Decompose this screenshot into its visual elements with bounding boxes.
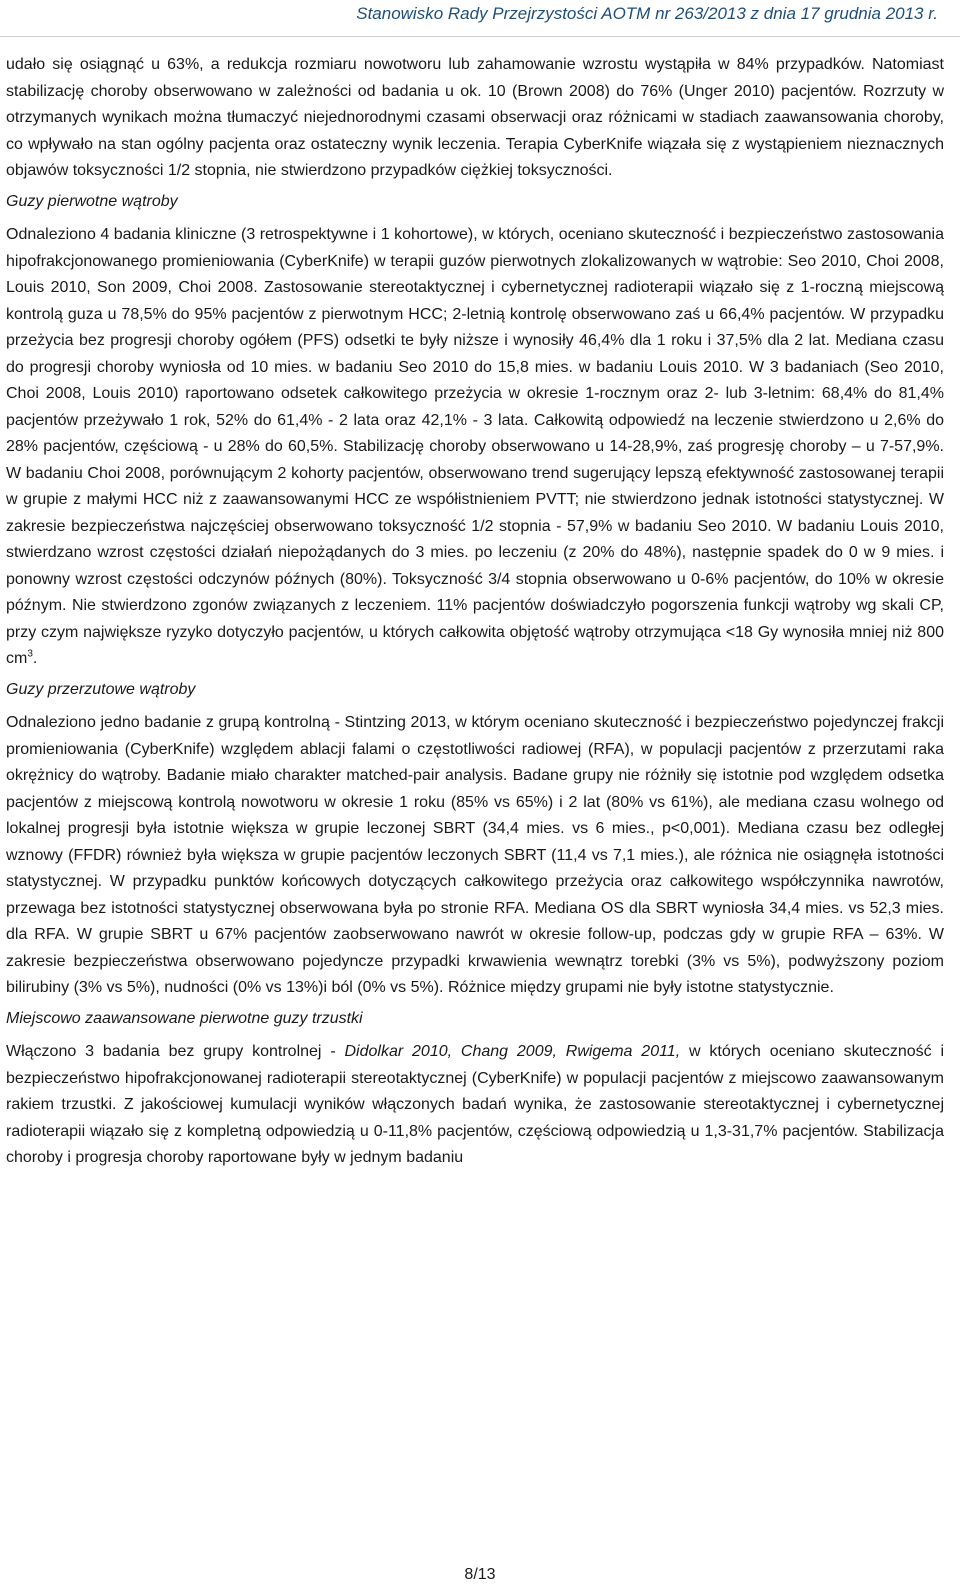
study-references: Didolkar 2010, Chang 2009, Rwigema 2011, [344, 1043, 681, 1060]
section-heading-pancreatic-tumors: Miejscowo zaawansowane pierwotne guzy trzustki [6, 1009, 363, 1027]
paragraph-text: w których oceniano skuteczność i bezpieczeństwo hipofrakcjonowanej radioterapii stereotaktycznej (CyberKnife) w populacji pacjentów z miejscowo zaawansowanym rakiem trzustki. Z jakościowej kumulacji wyników włączonych badań wynika, że zastosowanie stereotaktycznej i cybernetycznej radioterapii wiązało się z kompletną odpowiedzią u 0-11,8% pacjentów, częściową odpowiedzią u 1,3-31,7% pacjentów. Stabilizacja choroby i progresja choroby raportowane były w jednym badaniu [6, 1043, 945, 1166]
header-divider [0, 36, 960, 37]
paragraph-end: . [32, 650, 38, 667]
section-heading-primary-liver-tumors: Guzy pierwotne wątroby [6, 192, 178, 210]
page-number: 8/13 [464, 1566, 496, 1583]
paragraph-text: Włączono 3 badania bez grupy kontrolnej - [6, 1043, 345, 1060]
section-heading-metastatic-liver-tumors: Guzy przerzutowe wątroby [6, 680, 196, 698]
paragraph-metastatic-liver-tumors: Odnaleziono jedno badanie z grupą kontrolną - Stintzing 2013, w którym oceniano skuteczność i bezpieczeństwo pojedynczej frakcji promieniowania (CyberKnife) względem ablacji falami o częstotliwości radiowej (RFA), w populacji pacjentów z przerzutami raka okrężnicy do wątroby. Badanie miało charakter matched-pair analysis. Badane grupy nie różniły się istotnie pod względem odsetka pacjentów z miejscową kontrolą nowotworu w okresie 1 roku (85% vs 65%) i 2 lat (80% vs 61%), ale mediana czasu wolnego od lokalnej progresji była istotnie większa w grupie leczonej SBRT (34,4 mies. vs 6 mies., p<0,001). Mediana czasu bez odległej wznowy (FFDR) również była większa w grupie pacjentów leczonych SBRT (11,4 vs 7,1 mies.), ale różnica nie osiągnęła istotności statystycznej. W przypadku punktów końcowych dotyczących całkowitego przeżycia oraz całkowitego współczynnika nawrotów, przewaga bez istotności statystycznej obserwowana była po stronie RFA. Mediana OS dla SBRT wyniosła 34,4 mies. vs 52,3 mies. dla RFA. W grupie SBRT u 67% pacjentów zaobserwowano nawrót w okresie follow-up, podczas gdy w grupie RFA – 63%. W zakresie bezpieczeństwa obserwowano pojedyncze przypadki krwawienia wewnątrz torebki (3% vs 5%), podwyższony poziom bilirubiny (3% vs 5%), nudności (0% vs 13%)i ból (0% vs 5%). Różnice między grupami nie były istotne statystycznie. [6, 714, 944, 996]
paragraph-pancreatic-tumors [6, 1039, 944, 1172]
paragraph-text: Odnaleziono 4 badania kliniczne (3 retrospektywne i 1 kohortowe), w których, oceniano skuteczność i bezpieczeństwo zastosowania hipofrakcjonowanego promieniowania (CyberKnife) w terapii guzów pierwotnych zlokalizowanych w wątrobie: Seo 2010, Choi 2008, Louis 2010, Son 2009, Choi 2008. Zastosowanie stereotaktycznej i cybernetycznej radioterapii wiązało się z 1-roczną miejscową kontrolą guza u 78,5% do 95% pacjentów z pierwotnym HCC; 2-letnią kontrolę obserwowano zaś u 66,4% pacjentów. W przypadku przeżycia bez progresji choroby ogółem (PFS) odsetki te były niższe i wynosiły 46,4% dla 1 roku i 37,5% dla 2 lat. Mediana czasu do progresji choroby wyniosła od 10 mies. w badaniu Seo 2010 do 15,8 mies. w badaniu Louis 2010. W 3 badaniach (Seo 2010, Choi 2008, Louis 2010) raportowano odsetek całkowitego przeżycia w okresie 1-rocznym oraz 2- lub 3-letnim: 68,4% do 81,4% pacjentów przeżywało 1 rok, 52% do 61,4% - 2 lata oraz 42,1% - 3 lata. Całkowitą odpowiedź na leczenie stwierdzono u 2,6% do 28% pacjentów, częściową - u 28% do 60,5%. Stabilizację choroby obserwowano u 14-28,9%, zaś progresję choroby – u 7-57,9%. W badaniu Choi 2008, porównującym 2 kohorty pacjentów, obserwowano trend sugerujący lepszą efektywność zastosowanej terapii w grupie z małymi HCC niż z zaawansowanymi HCC ze współistnieniem PVTT; nie stwierdzono jednak istotności statystycznej. W zakresie bezpieczeństwa najczęściej obserwowano toksyczność 1/2 stopnia - 57,9% w badaniu Seo 2010. W badaniu Louis 2010, stwierdzano wzrost częstości działań niepożądanych do 3 mies. po leczeniu (z 20% do 48%), następnie spadek do 0 w 9 mies. i ponowny wzrost częstości odczynów późnych (80%). Toksyczność 3/4 stopnia obserwowano u 0-6% pacjentów, do 10% w okresie późnym. Nie stwierdzono zgonów związanych z leczeniem. 11% pacjentów doświadczyło pogorszenia funkcji wątroby wg skali CP, przy czym największe ryzyko dotyczyło pacjentów, u których całkowita objętość wątroby otrzymująca <18 Gy wynosiła mniej niż 800 cm [6, 226, 944, 667]
paragraph-intro: udało się osiągnąć u 63%, a redukcja rozmiaru nowotworu lub zahamowanie wzrostu wystąpiła w 84% przypadków. Natomiast stabilizację choroby obserwowano w zależności od badania u ok. 10 (Brown 2008) do 76% (Unger 2010) pacjentów. Rozrzuty w otrzymanych wynikach można tłumaczyć niejednorodnymi czasami obserwacji oraz różnicami w stadiach zaawansowania choroby, co wpływało na stan ogólny pacjenta oraz ostateczny wynik leczenia. Terapia CyberKnife wiązała się z wystąpieniem nieznacznych objawów toksyczności 1/2 stopnia, nie stwierdzono przypadków ciężkiej toksyczności. [6, 56, 944, 179]
document-body [6, 52, 944, 1176]
page-header: Stanowisko Rady Przejrzystości AOTM nr 263/2013 z dnia 17 grudnia 2013 r. [356, 4, 938, 23]
superscript: 3 [27, 648, 33, 660]
paragraph-primary-liver-tumors [6, 222, 944, 673]
